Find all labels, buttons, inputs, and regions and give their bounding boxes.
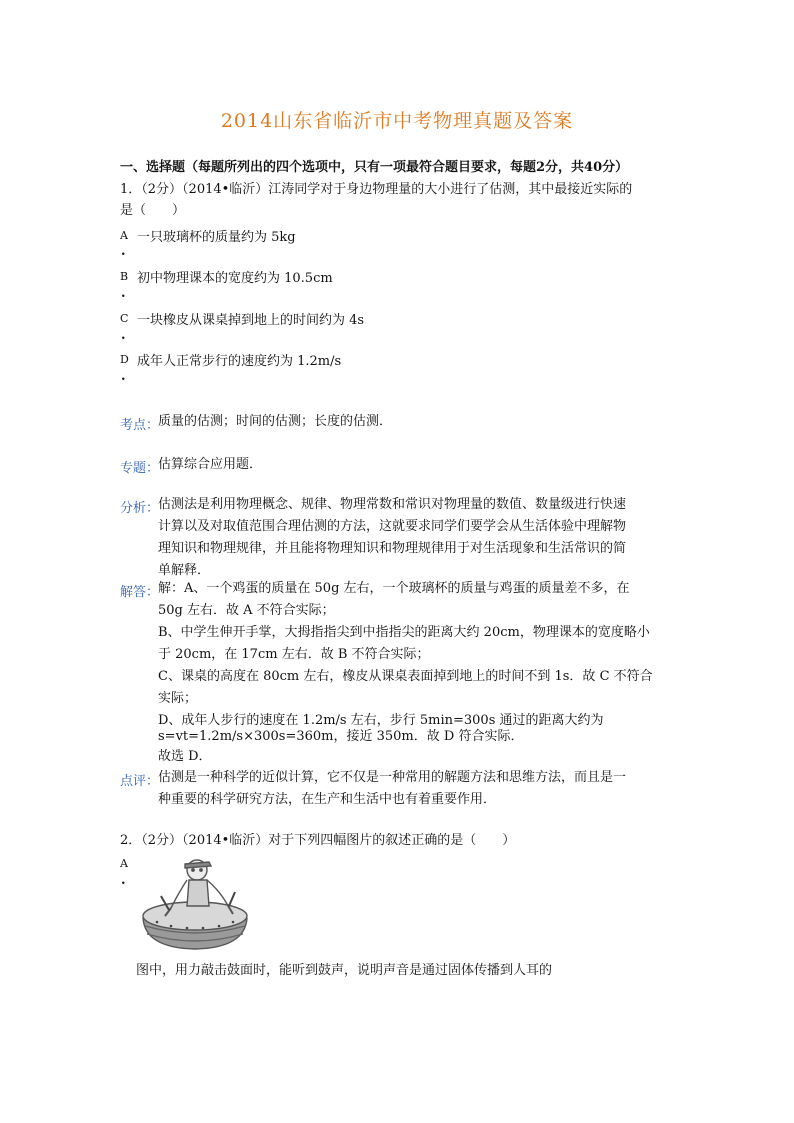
zhuanti-text: 估算综合应用题． — [158, 457, 263, 472]
option-b-letter: B — [120, 270, 129, 283]
jieda-line: 50g 左右．故 A 不符合实际； — [158, 603, 335, 618]
fenxi-line: 理知识和物理规律，并且能将物理知识和物理规律用于对生活现象和生活常识的简 — [158, 541, 627, 556]
fenxi-line: 估测法是利用物理概念、规律、物理常数和常识对物理量的数值、数量级进行快速 — [158, 497, 627, 512]
jieda-line: 于 20cm，在 17cm 左右．故 B 不符合实际； — [158, 647, 430, 662]
fenxi-line: 单解释． — [158, 563, 211, 578]
option-d-letter: D — [120, 353, 129, 366]
jieda-line: 实际； — [158, 691, 198, 706]
q2-option-a-dot: . — [121, 873, 126, 888]
document-title: 2014山东省临沂市中考物理真题及答案 — [220, 110, 574, 132]
question-2-stem: 2．（2分）（2014•临沂）对于下列四幅图片的叙述正确的是（ ） — [120, 833, 516, 848]
jieda-line: s=vt=1.2m/s×300s=360m，接近 350m．故 D 符合实际． — [158, 729, 524, 744]
zhuanti-label: 专题： — [120, 461, 160, 476]
question-1-stem-line1: 1．（2分）（2014•临沂）江涛同学对于身边物理量的大小进行了估测，其中最接近实际的 — [120, 182, 633, 197]
kaodian-label: 考点： — [120, 418, 160, 433]
jieda-line: C、课桌的高度在 80cm 左右，橡皮从课桌表面掉到地上的时间不到 1s．故 C 不符合 — [158, 669, 653, 684]
q2-option-a-caption: 图中，用力敲击鼓面时，能听到鼓声，说明声音是通过固体传播到人耳的 — [136, 963, 553, 978]
jieda-line: D、成年人步行的速度在 1.2m/s 左右，步行 5min=300s 通过的距离大约为 — [158, 713, 604, 728]
option-d-dot: . — [121, 369, 126, 384]
section-heading: 一、选择题（每题所列出的四个选项中，只有一项最符合题目要求，每题2分，共40分） — [120, 160, 629, 175]
option-b-dot: . — [121, 286, 126, 301]
option-c-letter: C — [120, 312, 129, 325]
jieda-line: 解：A、一个鸡蛋的质量在 50g 左右，一个玻璃杯的质量与鸡蛋的质量差不多，在 — [158, 581, 630, 596]
option-a-text: 一只玻璃杯的质量约为 5kg — [137, 230, 296, 245]
dianping-label: 点评： — [120, 774, 160, 789]
q2-option-a-letter: A — [120, 857, 128, 870]
option-b-text: 初中物理课本的宽度约为 10.5cm — [137, 271, 333, 286]
dianping-line: 种重要的科学研究方法，在生产和生活中也有着重要作用． — [158, 792, 497, 807]
drum-illustration — [135, 856, 255, 951]
jieda-line: 故选 D． — [158, 749, 212, 764]
question-1-stem-line2: 是（ ） — [120, 203, 186, 218]
fenxi-line: 计算以及对取值范围合理估测的方法，这就要求同学们要学会从生活体验中理解物 — [158, 519, 627, 534]
jieda-label: 解答： — [120, 585, 160, 600]
dianping-line: 估测是一种科学的近似计算，它不仅是一种常用的解题方法和思维方法，而且是一 — [158, 770, 627, 785]
jieda-line: B、中学生伸开手掌，大拇指指尖到中指指尖的距离大约 20cm，物理课本的宽度略小 — [158, 625, 650, 640]
option-a-letter: A — [120, 229, 128, 242]
option-d-text: 成年人正常步行的速度约为 1.2m/s — [137, 354, 342, 369]
option-c-dot: . — [121, 328, 126, 343]
option-c-text: 一块橡皮从课桌掉到地上的时间约为 4s — [137, 313, 365, 328]
kaodian-text: 质量的估测；时间的估测；长度的估测． — [158, 414, 393, 429]
fenxi-label: 分析： — [120, 501, 160, 516]
option-a-dot: . — [121, 244, 126, 259]
